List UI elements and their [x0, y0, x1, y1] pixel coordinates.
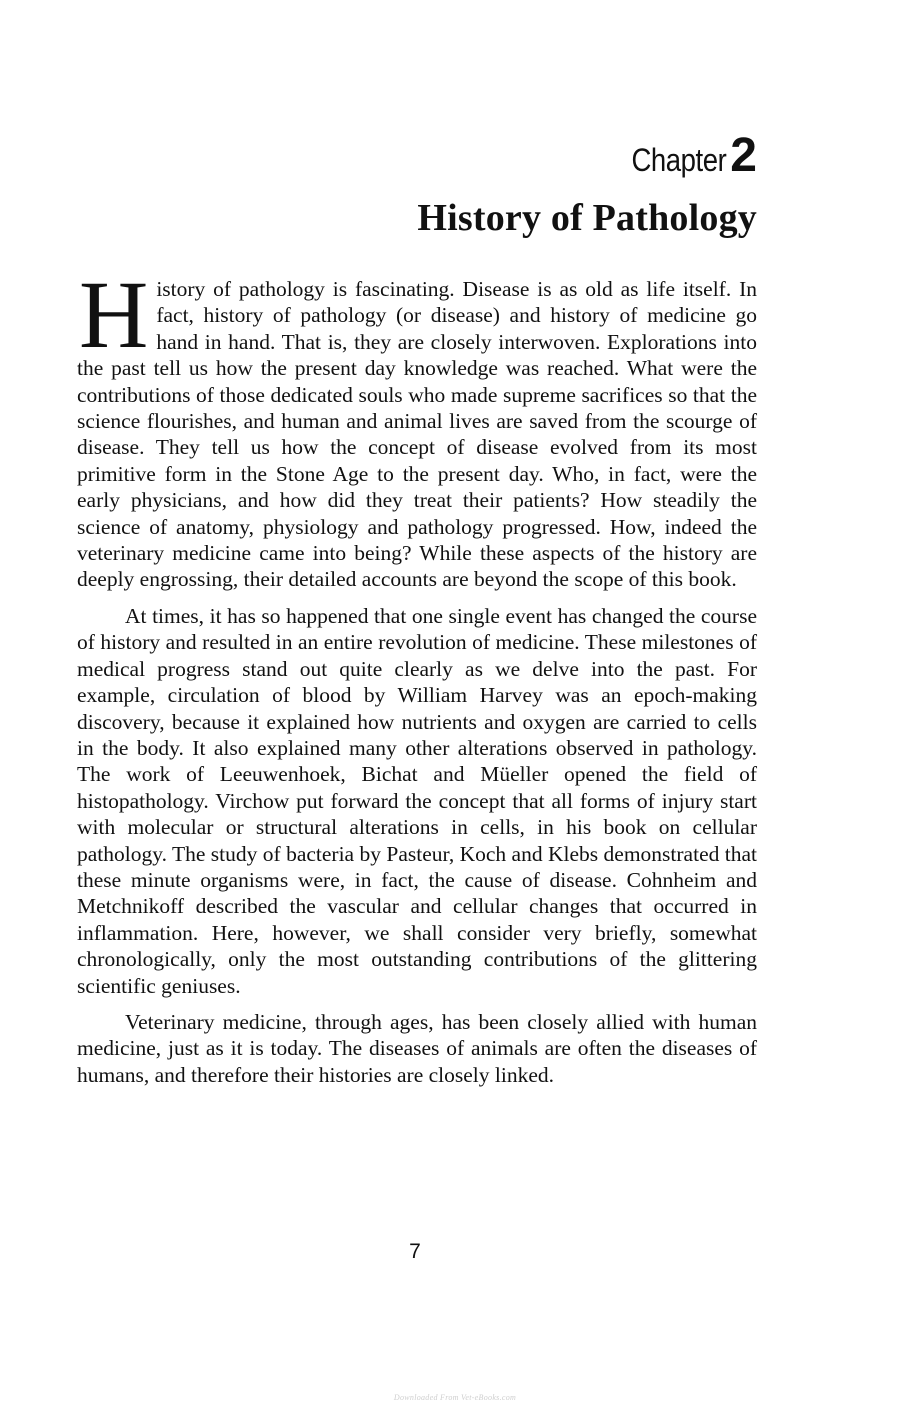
watermark: Downloaded From Vet-eBooks.com — [393, 1393, 517, 1402]
chapter-heading — [616, 128, 757, 183]
body-text — [77, 261, 757, 1098]
paragraph-2: At times, it has so happened that one single event has changed the course of history and resulted in an entire revolution of medicine. These milestones of medical progress stand out quite clearly as we delve into the past. For example, circulation of blood by William Harvey was an epoch-making discovery, because it explained how nutrients and oxygen are carried to cells in the body. It also explained many other alterations observed in pathology. The work of Leeuwenhoek, Bichat and Müeller opened the field of histopathology. Virchow put forward the concept that all forms of injury start with molecular or structural alterations in cells, in his book on cellular pathology. The study of bacteria by Pasteur, Koch and Klebs demonstrated that these minute organisms were, in fact, the cause of disease. Cohnheim and Metchnikoff described the vascular and cellular changes that occurred in inflammation. Here, however, we shall consider very briefly, somewhat chronologically, only the most outstanding contributions of the glittering scientific geniuses. — [77, 603, 757, 998]
paragraph-1-text: istory of pathology is fascinating. Disease is as old as life itself. In fact, history of pathology (or disease) and history of medicine go hand in hand. That is, they are closely interwoven. Explorations into the past tell us how the present day knowledge was reached. What were the contributions of those dedicated souls who made supreme sacrifices so that the science flourishes, and human and animal lives are saved from the scourge of disease. They tell us how the concept of disease evolved from its most primitive form in the Stone Age to the present day. Who, in fact, were the early physicians, and how did they treat their patients? How steadily the science of anatomy, physiology and pathology progressed. How, indeed the veterinary medicine came into being? While these aspects of the history are deeply engrossing, their detailed accounts are beyond the scope of this book. — [77, 277, 757, 592]
chapter-number: 2 — [730, 129, 757, 182]
page-number: 7 — [409, 1240, 421, 1263]
chapter-title: History of Pathology — [417, 197, 757, 239]
paragraph-3: Veterinary medicine, through ages, has been closely allied with human medicine, just as it is today. The diseases of animals are often the diseases of humans, and therefore their histories are closely linked. — [77, 1009, 757, 1087]
paragraph-1 — [77, 261, 757, 593]
drop-cap: H — [79, 261, 149, 368]
chapter-label: Chapter — [631, 142, 727, 178]
